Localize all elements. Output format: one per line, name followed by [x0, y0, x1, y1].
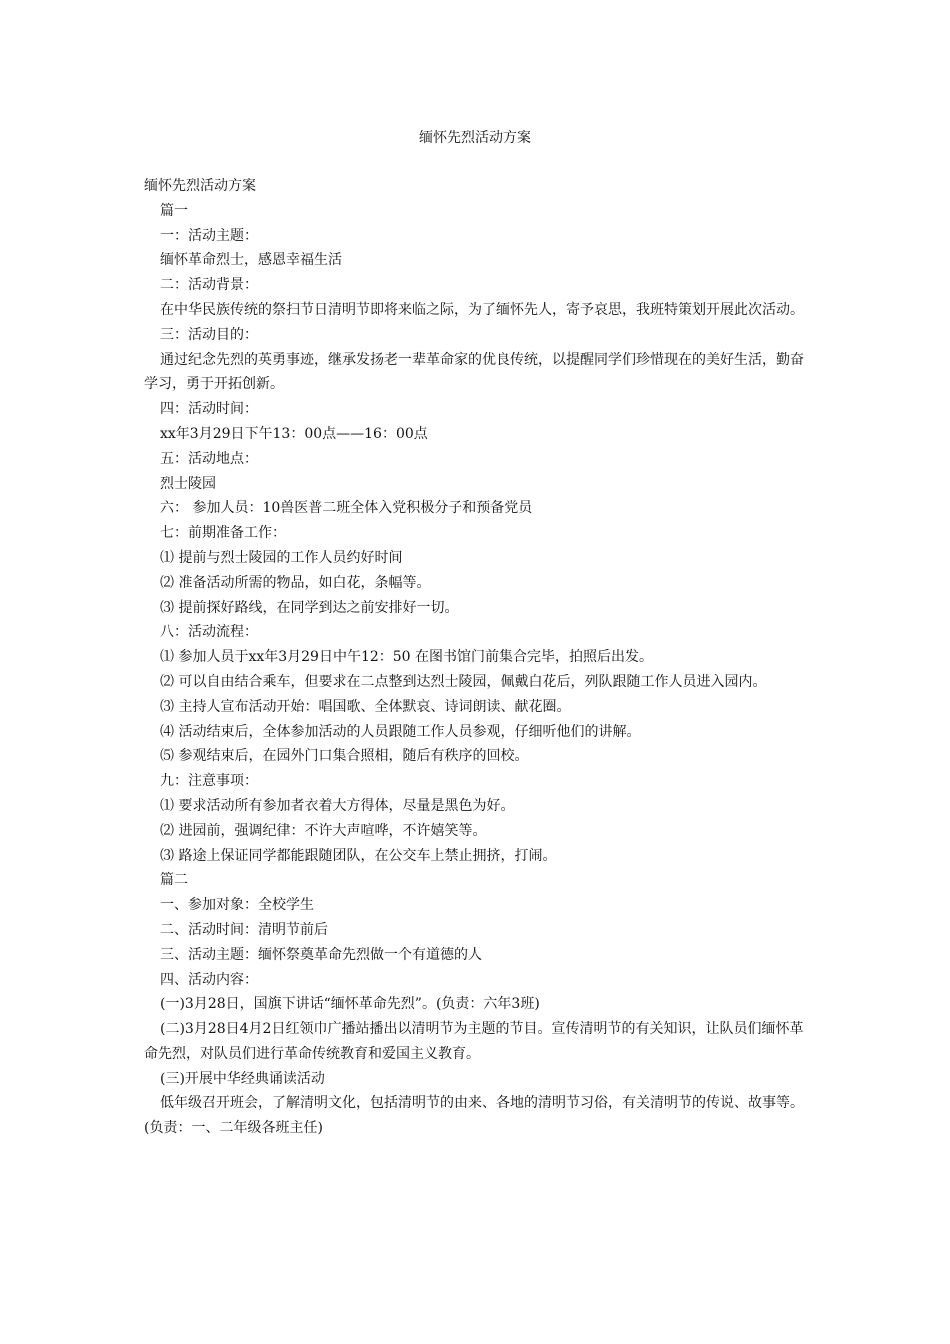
paragraph: ⑴ 提前与烈士陵园的工作人员约好时间 [160, 549, 403, 566]
paragraph: (二)3月28日4月2日红领巾广播站播出以清明节为主题的节目。宣传清明节的有关知识，让队员们缅怀革命先烈，对队员们进行革命传统教育和爱国主义教育。 [144, 1021, 804, 1062]
document-heading: 缅怀先烈活动方案 [144, 178, 256, 194]
paragraph: ⑶ 路途上保证同学都能跟随团队，在公交车上禁止拥挤，打闹。 [160, 847, 557, 864]
paragraph: ⑵ 准备活动所需的物品，如白花，条幅等。 [160, 574, 431, 591]
paragraph: 通过纪念先烈的英勇事迹，继承发扬老一辈革命家的优良传统，以提醒同学们珍惜现在的美好生活，勤奋学习，勇于开拓创新。 [144, 351, 804, 393]
paragraph: 九：注意事项： [160, 773, 258, 790]
paragraph: 一：活动主题： [160, 227, 258, 244]
paragraph: 四、活动内容： [160, 971, 258, 988]
paragraph: ⑶ 提前探好路线，在同学到达之前安排好一切。 [160, 599, 459, 616]
paragraph: 在中华民族传统的祭扫节日清明节即将来临之际，为了缅怀先人，寄予哀思，我班特策划开展此次活动。 [160, 301, 804, 318]
paragraph: 二：活动背景： [160, 277, 258, 294]
paragraph: (一)3月28日，国旗下讲话“缅怀革命先烈”。(负责：六年3班) [160, 996, 540, 1013]
paragraph: 七：前期准备工作： [160, 525, 286, 542]
paragraph: 烈士陵园 [160, 475, 216, 492]
paragraph: ⑴ 要求活动所有参加者衣着大方得体，尽量是黑色为好。 [160, 797, 515, 814]
paragraph: ⑸ 参观结束后，在园外门口集合照相，随后有秩序的回校。 [160, 748, 529, 765]
paragraph: 四：活动时间： [160, 401, 258, 418]
paragraph: 六： 参加人员：10兽医普二班全体入党积极分子和预备党员 [160, 500, 533, 517]
paragraph: 三：活动目的： [160, 326, 258, 343]
paragraph: ⑷ 活动结束后，全体参加活动的人员跟随工作人员参观，仔细听他们的讲解。 [160, 723, 641, 740]
paragraph: ⑵ 可以自由结合乘车，但要求在二点整到达烈士陵园，佩戴白花后，列队跟随工作人员进入园内。 [160, 673, 767, 690]
document-body [144, 174, 804, 1141]
paragraph: 二、活动时间：清明节前后 [160, 921, 328, 938]
paragraph: xx年3月29日下午13：00点——16：00点 [160, 425, 428, 442]
paragraph: ⑶ 主持人宣布活动开始：唱国歌、全体默哀、诗词朗读、献花圈。 [160, 698, 571, 715]
paragraph: ⑵ 进园前，强调纪律：不许大声喧哗，不许嬉笑等。 [160, 822, 487, 839]
paragraph: ⑴ 参加人员于xx年3月29日中午12：50 在图书馆门前集合完毕，拍照后出发。 [160, 649, 654, 666]
paragraph: 低年级召开班会，了解清明文化，包括清明节的由来、各地的清明节习俗，有关清明节的传说、故事等。(负责：一、二年级各班主任) [144, 1095, 804, 1137]
paragraph: 三、活动主题：缅怀祭奠革命先烈做一个有道德的人 [160, 946, 482, 963]
paragraph: (三)开展中华经典诵读活动 [160, 1070, 325, 1087]
paragraph: 一、参加对象：全校学生 [160, 897, 314, 914]
paragraph: 篇一 [160, 202, 188, 219]
document-title: 缅怀先烈活动方案 [419, 130, 531, 146]
paragraph: 缅怀革命烈士，感恩幸福生活 [160, 252, 342, 269]
paragraph: 五：活动地点： [160, 450, 258, 467]
paragraph: 篇二 [160, 872, 188, 889]
paragraph: 八：活动流程： [160, 624, 258, 641]
